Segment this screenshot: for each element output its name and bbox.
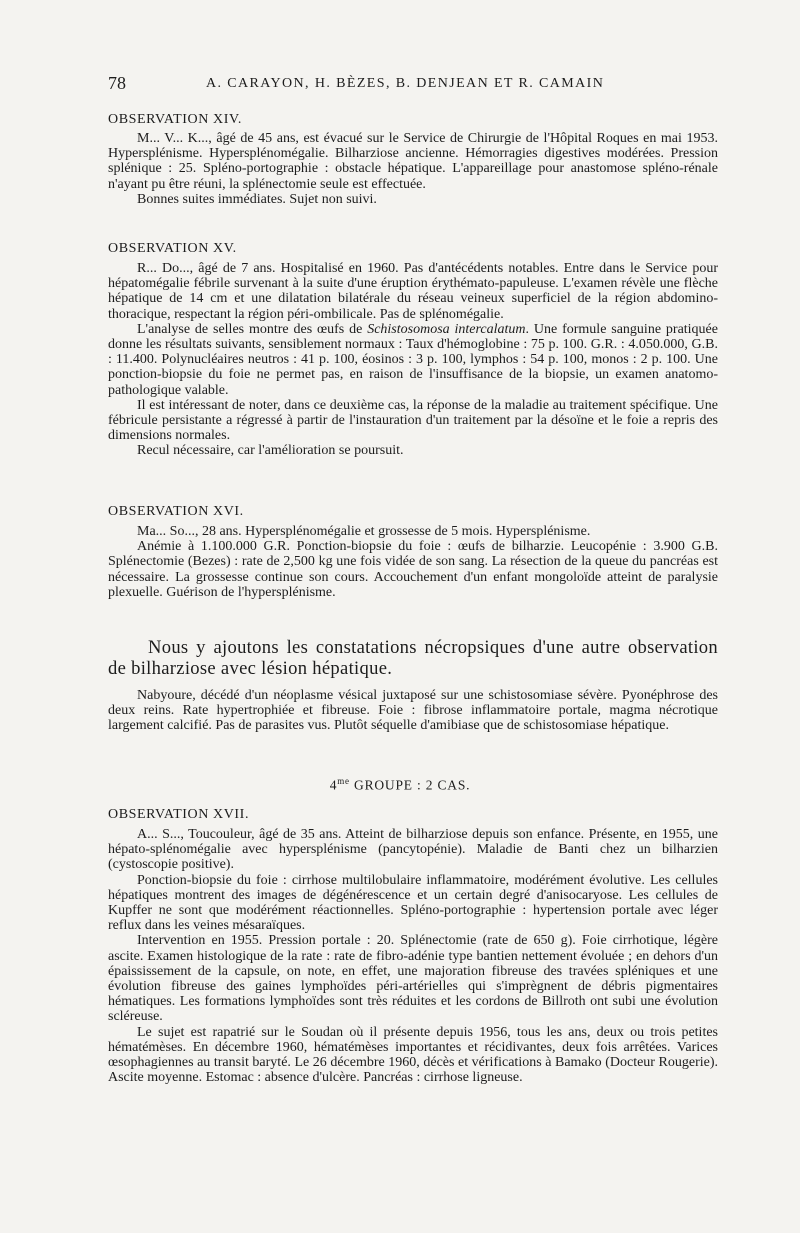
obs17-title: OBSERVATION XVII.: [108, 807, 250, 822]
obs15-p2-end: . Une formule sanguine pratiquée donne les résultats suivants, sensiblement normaux : Taux d'hémoglobine : 75 p. 100. G.R. : 4.050.000, G.B. : 11.400. Polynucléaires neutros : 41 p. 100, éosinos : 3 p. 100, lymphos : 54 p. 100, monos : 2 p. 100. Une ponction-biopsie du foie ne permet pas, en raison de l'insuffisance de la biopsie, un examen anatomo-pathologique valable.: [108, 321, 718, 398]
group-number-suffix: me: [337, 776, 350, 786]
necropsy-body: [108, 688, 718, 734]
obs14-body: [108, 131, 718, 207]
obs17-body: [108, 827, 718, 1085]
obs17-paragraph-2: Ponction-biopsie du foie : cirrhose multilobulaire inflammatoire, modérément évolutive. Les cellules hépatiques montrent des images de dégénérescence et un certain degré d'anisocaryose. Les cellules de Kupffer ne sont que modérément réactionnelles. Spléno-portographie : hypertension portale avec léger reflux dans les veines mésaraïques.: [108, 872, 718, 934]
group-title-text: GROUPE : 2 CAS.: [349, 777, 471, 793]
obs14-paragraph-2: Bonnes suites immédiates. Sujet non suivi.: [137, 191, 377, 207]
header-authors: A. CARAYON, H. BÈZES, B. DENJEAN ET R. CAMAIN: [206, 76, 605, 91]
group-number: 4: [329, 777, 338, 793]
group-title: [0, 776, 800, 794]
obs15-paragraph-1: R... Do..., âgé de 7 ans. Hospitalisé en 1960. Pas d'antécédents notables. Entre dans le Service pour hépatomégalie fébrile survenant à la suite d'une éruption érythémato-papuleuse. L'examen révèle une flèche hépatique de 14 cm et une dilatation bilatérale du réseau veineux superficiel de la région abdomino-thoracique, respectant la région péri-ombilicale. Pas de splénomégalie.: [108, 261, 718, 322]
obs16-body: [108, 524, 718, 600]
obs15-paragraph-2: [108, 322, 718, 398]
obs15-body: [108, 261, 718, 459]
page-number: 78: [108, 73, 126, 93]
obs15-paragraph-3: Il est intéressant de noter, dans ce deuxième cas, la réponse de la maladie au traitement spécifique. Une fébricule persistante a régressé à partir de l'instauration d'un traitement par la désoïne et le foie a repris des dimensions normales.: [108, 397, 718, 444]
obs17-paragraph-3: Intervention en 1955. Pression portale : 20. Splénectomie (rate de 650 g). Foie cirrhotique, légère ascite. Examen histologique de la rate : rate de fibro-adénie type bantien nettement évoluée ; en dehors d'un épaississement de la capsule, on note, en effet, une majoration fibreuse des travées spléniques et une évolution fibreuse des gaines lymphoïdes péri-artérielles qui s'imprègnent de débris pigmentaires hématiques. Les formations lymphoïdes sont très réduites et les cordons de Billroth ont subi une évolution scléreuse.: [108, 933, 718, 1025]
obs17-paragraph-4: Le sujet est rapatrié sur le Soudan où il présente depuis 1956, tous les ans, deux ou trois petites hématémèses. En décembre 1960, hématémèses importantes et récidivantes, deux fois arrêtées. Varices œsophagiennes au transit baryté. Le 26 décembre 1960, décès et vérifications à Bamako (Docteur Rougerie). Ascite moyenne. Estomac : absence d'ulcère. Pancréas : cirrhose ligneuse.: [108, 1024, 718, 1086]
obs17-paragraph-1: A... S..., Toucouleur, âgé de 35 ans. Atteint de bilharziose depuis son enfance. Présente, en 1955, une hépato-splénomégalie avec hypersplénisme (pancytopénie). Maladie de Banti chez un bilharzien (cystoscopie positive).: [108, 827, 718, 873]
obs16-title: OBSERVATION XVI.: [108, 504, 244, 519]
obs16-paragraph-1: Ma... So..., 28 ans. Hypersplénomégalie et grossesse de 5 mois. Hypersplénisme.: [137, 524, 591, 539]
obs15-p2-start: L'analyse de selles montre des œufs de: [137, 321, 368, 337]
obs16-paragraph-2: Anémie à 1.100.000 G.R. Ponction-biopsie du foie : œufs de bilharzie. Leucopénie : 3.900 G.B. Splénectomie (Bezes) : rate de 2,500 kg une fois vidée de son sang. La résection de la queue du pancréas est nécessaire. La grossesse continue son cours. Accouchement d'un enfant mongoloïde atteint de paralysie plexuelle. Guérison de l'hypersplénisme.: [108, 539, 718, 600]
species-name: Schistosomosa intercalatum: [367, 321, 526, 337]
running-header: [108, 73, 688, 96]
obs14-title: OBSERVATION XIV.: [108, 112, 242, 127]
necropsy-paragraph: Nabyoure, décédé d'un néoplasme vésical juxtaposé sur une schistosomiase sévère. Pyonéphrose des deux reins. Rate hypertrophiée et fibreuse. Foie : fibrose inflammatoire portale, magma nécrotique largement calcifié. Pas de parasites vus. Plutôt séquelle d'amibiase que de schistosomiase hépatique.: [108, 688, 718, 734]
obs15-paragraph-4: Recul nécessaire, car l'amélioration se poursuit.: [137, 443, 404, 459]
necropsy-heading: [108, 637, 718, 679]
obs14-paragraph-1: M... V... K..., âgé de 45 ans, est évacué sur le Service de Chirurgie de l'Hôpital Roques en mai 1953. Hypersplénisme. Hypersplénomégalie. Bilharziose ancienne. Hémorragies digestives modérées. Pression splénique : 25. Spléno-portographie : obstacle hépatique. L'appareillage pour anastomose spléno-rénale n'ayant pu être réuni, la splénectomie seule est effectuée.: [108, 131, 718, 192]
necropsy-heading-text: Nous y ajoutons les constatations nécropsiques d'une autre observation de bilharziose avec lésion hépatique.: [108, 637, 718, 679]
obs15-title: OBSERVATION XV.: [108, 241, 237, 256]
